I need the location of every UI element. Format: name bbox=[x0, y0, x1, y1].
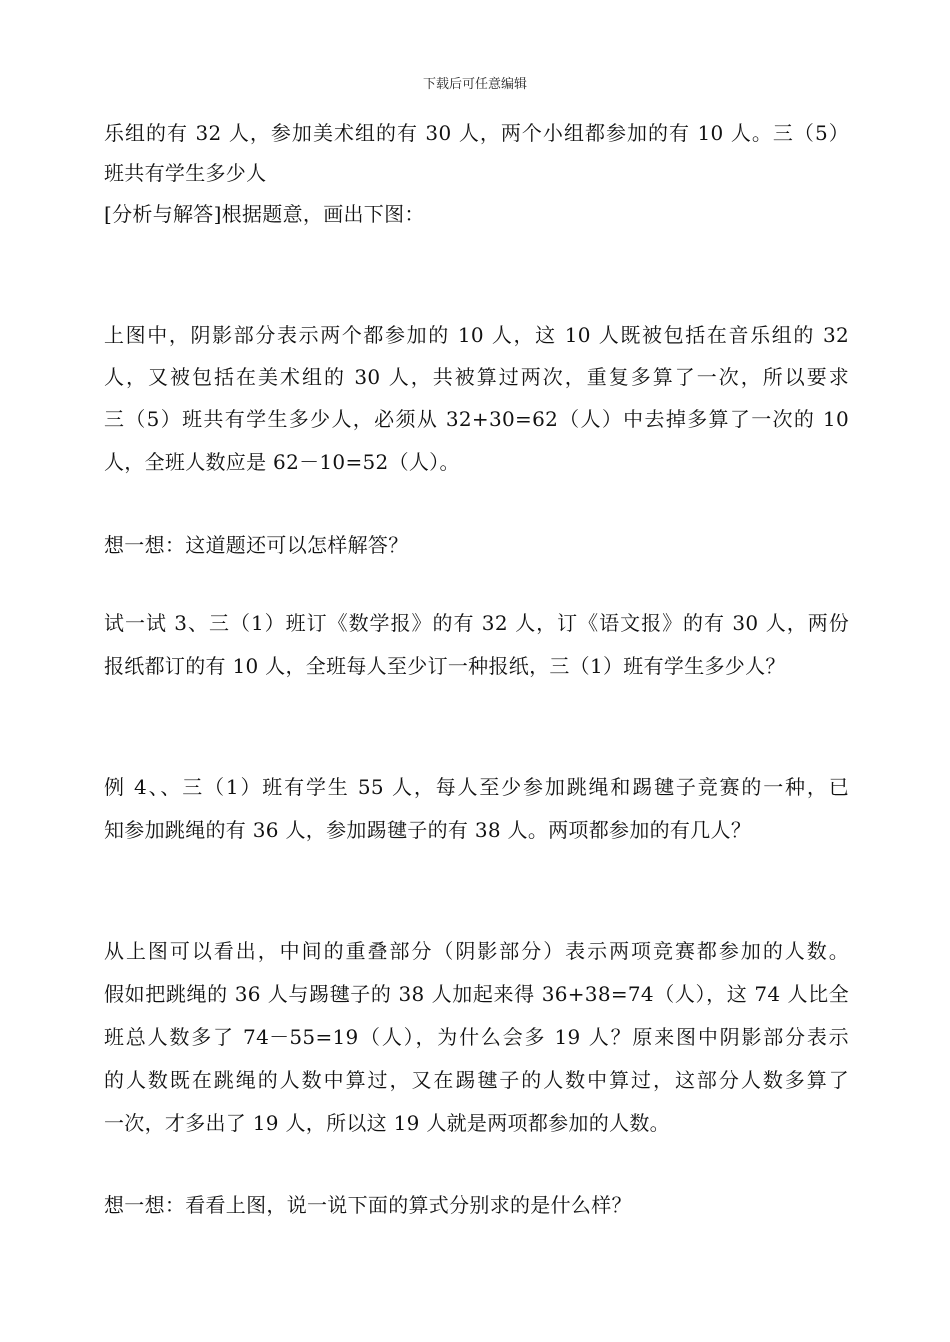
page-header: 下载后可任意编辑 bbox=[422, 77, 527, 92]
text-line: 乐组的有 32 人，参加美术组的有 30 人，两个小组都参加的有 10 人。三（5） bbox=[104, 121, 849, 145]
text-line: 报纸都订的有 10 人，全班每人至少订一种报纸，三（1）班有学生多少人？ bbox=[104, 654, 786, 678]
text-line: 班总人数多了 74－55=19（人），为什么会多 19 人？原来图中阴影部分表示 bbox=[104, 1025, 849, 1049]
text-line: 想一想：看看上图，说一说下面的算式分别求的是什么样？ bbox=[104, 1193, 632, 1217]
text-line: 知参加跳绳的有 36 人，参加踢毽子的有 38 人。两项都参加的有几人？ bbox=[104, 818, 752, 842]
text-line: [分析与解答]根据题意，画出下图： bbox=[104, 202, 425, 226]
text-line: 想一想：这道题还可以怎样解答？ bbox=[104, 533, 409, 557]
text-line: 一次，才多出了 19 人，所以这 19 人就是两项都参加的人数。 bbox=[104, 1111, 670, 1135]
text-line: 试一试 3、三（1）班订《数学报》的有 32 人，订《语文报》的有 30 人，两份 bbox=[104, 611, 849, 635]
text-line: 假如把跳绳的 36 人与踢毽子的 38 人加起来得 36+38=74（人），这 74 人比全 bbox=[104, 982, 849, 1006]
text-line: 人，又被包括在美术组的 30 人，共被算过两次，重复多算了一次，所以要求 bbox=[104, 365, 849, 389]
text-line: 人，全班人数应是 62－10=52（人）。 bbox=[104, 450, 460, 474]
text-line: 班共有学生多少人 bbox=[104, 161, 267, 185]
text-line: 上图中，阴影部分表示两个都参加的 10 人，这 10 人既被包括在音乐组的 32 bbox=[104, 323, 849, 347]
text-line: 三（5）班共有学生多少人，必须从 32+30=62（人）中去掉多算了一次的 10 bbox=[104, 407, 849, 431]
text-line: 从上图可以看出，中间的重叠部分（阴影部分）表示两项竞赛都参加的人数。 bbox=[104, 939, 849, 963]
text-line: 的人数既在跳绳的人数中算过，又在踢毽子的人数中算过，这部分人数多算了 bbox=[104, 1068, 849, 1092]
text-line: 例 4、、三（1）班有学生 55 人，每人至少参加跳绳和踢毽子竞赛的一种，已 bbox=[104, 775, 849, 799]
